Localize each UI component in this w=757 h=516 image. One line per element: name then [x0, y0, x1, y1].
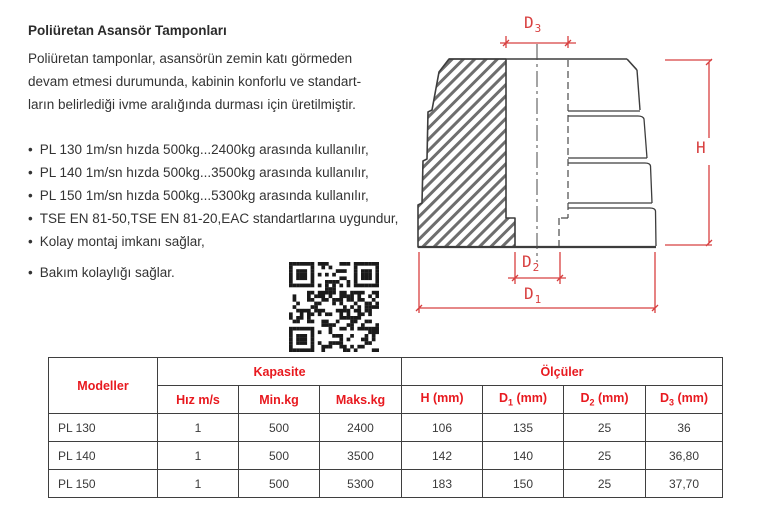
dim-label-d3: $D_3$	[524, 13, 542, 36]
page-title: Poliüretan Asansör Tamponları	[28, 23, 227, 38]
value-cell: 25	[564, 442, 646, 470]
value-cell: 1	[158, 470, 239, 498]
qr-code	[289, 262, 379, 352]
dim-label-d1: $D_1$	[524, 284, 542, 307]
feature-item: • Kolay montaj imkanı sağlar,	[28, 230, 410, 253]
feature-item: • PL 150 1m/sn hızda 500kg...5300kg arasında kullanılır,	[28, 184, 410, 207]
value-cell: 25	[564, 470, 646, 498]
value-cell: 150	[483, 470, 564, 498]
table-row	[49, 414, 723, 442]
feature-item: • PL 140 1m/sn hızda 500kg...3500kg arasında kullanılır,	[28, 161, 410, 184]
table-group-header-row	[49, 358, 723, 386]
value-cell: 1	[158, 414, 239, 442]
value-cell: 36	[646, 414, 723, 442]
spec-table	[48, 357, 723, 498]
col-header-speed: Hız m/s	[158, 386, 239, 414]
value-cell: 1	[158, 442, 239, 470]
model-cell: PL 150	[49, 470, 158, 498]
value-cell: 25	[564, 414, 646, 442]
col-header-min: Min.kg	[239, 386, 320, 414]
value-cell: 500	[239, 442, 320, 470]
dim-label-d2: $D_2$	[522, 252, 540, 275]
value-cell: 37,70	[646, 470, 723, 498]
value-cell: 500	[239, 414, 320, 442]
value-cell: 500	[239, 470, 320, 498]
value-cell: 3500	[320, 442, 402, 470]
col-header-models: Modeller	[49, 358, 158, 414]
model-cell: PL 130	[49, 414, 158, 442]
value-cell: 135	[483, 414, 564, 442]
buffer-section-svg	[400, 0, 757, 345]
value-cell: 5300	[320, 470, 402, 498]
feature-item: • TSE EN 81-50,TSE EN 81-20,EAC standartlarına uygundur,	[28, 207, 410, 230]
dim-label-h: H	[696, 138, 707, 157]
value-cell: 2400	[320, 414, 402, 442]
col-header-d2: $D_2$ (mm)	[564, 386, 646, 414]
value-cell: 36,80	[646, 442, 723, 470]
group-header-dimensions: Ölçüler	[402, 358, 723, 386]
value-cell: 106	[402, 414, 483, 442]
model-cell: PL 140	[49, 442, 158, 470]
col-header-max: Maks.kg	[320, 386, 402, 414]
paragraph-line: Poliüretan tamponlar, asansörün zemin katı görmeden	[28, 51, 353, 66]
group-header-capacity: Kapasite	[158, 358, 402, 386]
intro-section	[28, 22, 410, 284]
paragraph-line: ların belirlediği ivme aralığında durması için üretilmiştir.	[28, 97, 356, 112]
technical-drawing	[400, 0, 757, 345]
intro-paragraph	[28, 47, 410, 116]
table-row	[49, 442, 723, 470]
value-cell: 183	[402, 470, 483, 498]
col-header-d3: $D_3$ (mm)	[646, 386, 723, 414]
table-row	[49, 470, 723, 498]
paragraph-line: devam etmesi durumunda, kabinin konforlu ve standart-	[28, 74, 362, 89]
col-header-h: H (mm)	[402, 386, 483, 414]
value-cell: 142	[402, 442, 483, 470]
feature-item: • PL 130 1m/sn hızda 500kg...2400kg arasında kullanılır,	[28, 138, 410, 161]
value-cell: 140	[483, 442, 564, 470]
feature-item: • Bakım kolaylığı sağlar.	[28, 261, 410, 284]
col-header-d1: $D_1$ (mm)	[483, 386, 564, 414]
